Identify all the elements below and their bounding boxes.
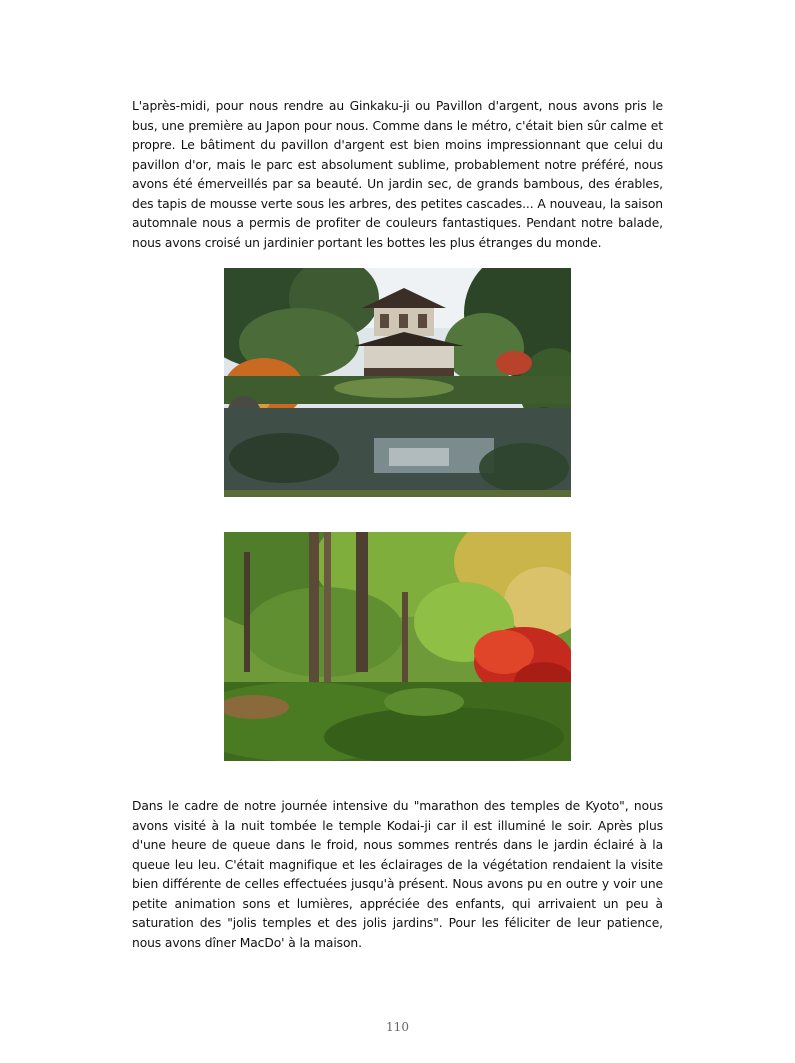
photo-moss-garden-maple — [224, 532, 571, 761]
paragraph-kodaiji: Dans le cadre de notre journée intensive du "marathon des temples de Kyoto", nous avons visité à la nuit tombée le temple Kodai-ji car il est illuminé le soir. Après plus d'une heure de queue dans le froid, nous sommes rentrés dans le jardin éclairé à la queue leu leu. C'était magnifique et les éclairages de la végétation rendaient la visite bien différente de celles effectuées jusqu'à présent. Nous avons pu en outre y voir une petite animation sons et lumières, appréciée des enfants, qui arrivaient un peu à saturation des "jolis temples et des jolis jardins". Pour les féliciter de leur patience, nous avons dîner MacDo' à la maison. — [132, 799, 663, 950]
page-number: 110 — [386, 1020, 409, 1034]
paragraph-ginkakuji: L'après-midi, pour nous rendre au Ginkaku-ji ou Pavillon d'argent, nous avons pris le bus, une première au Japon pour nous. Comme dans le métro, c'était bien sûr calme et propre. Le bâtiment du pavillon d'argent est bien moins impressionnant que celui du pavillon d'or, mais le parc est absolument sublime, probablement notre préféré, nous avons été émerveillés par sa beauté. Un jardin sec, de grands bambous, des érables, des tapis de mousse verte sous les arbres, des petites cascades... A nouveau, la saison automnale nous a permis de profiter de couleurs fantastiques. Pendant notre balade, nous avons croisé un jardinier portant les bottes les plus étranges du monde. — [132, 99, 663, 250]
photo-silver-pavilion-pond — [224, 268, 571, 497]
